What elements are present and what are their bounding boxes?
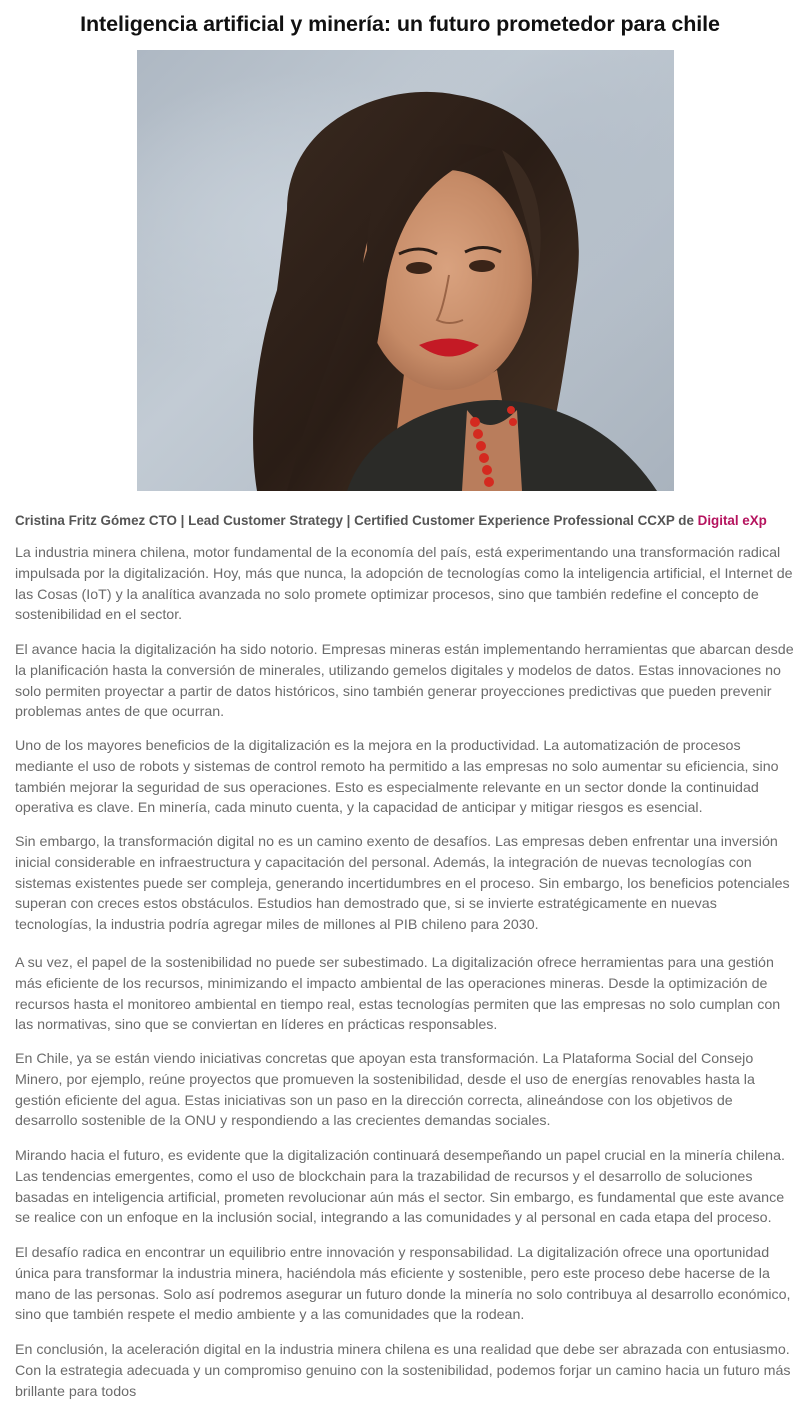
- paragraph-2: El avance hacia la digitalización ha sido notorio. Empresas mineras están implementando herramientas que abarcan desde la planificación hasta la conversión de minerales, utilizando gemelos digitales y modelos de datos. Estas innovaciones no solo permiten proyectar a partir de datos históricos, sino también generar proyecciones predictivas que pueden prevenir problemas antes de que ocurran.: [15, 642, 794, 721]
- author-byline: [15, 511, 790, 531]
- paragraph-7: Mirando hacia el futuro, es evidente que la digitalización continuará desempeñando un papel crucial en la minería chilena. Las tendencias emergentes, como el uso de blockchain para la trazabilidad de recursos y el desarrollo de soluciones basadas en inteligencia artificial, prometen revolucionar aún más el sector. Sin embargo, es fundamental que este avance se realice con un enfoque en la inclusión social, integrando a las comunidades y al personal en cada etapa del proceso.: [15, 1148, 785, 1227]
- paragraph-8: El desafío radica en encontrar un equilibrio entre innovación y responsabilidad. La digitalización ofrece una oportunidad única para transformar la industria minera, haciéndola más eficiente y sostenible, pero este proceso debe hacerse de la mano de las personas. Solo así podremos asegurar un futuro donde la minería no solo contribuya al desarrollo económico, sino que también respete el medio ambiente y a las comunidades que la rodean.: [15, 1245, 791, 1324]
- article-title: Inteligencia artificial y minería: un futuro prometedor para chile: [80, 12, 720, 36]
- paragraph-4: Sin embargo, la transformación digital no es un camino exento de desafíos. Las empresas deben enfrentar una inversión inicial considerable en infraestructura y capacitación del personal. Además, la integración de nuevas tecnologías con sistemas existentes puede ser compleja, generando incertidumbres en el proceso. Sin embargo, los beneficios potenciales superan con creces estos obstáculos. Estudios han demostrado que, si se invierte estratégicamente en nuevas tecnologías, la industria podría agregar miles de millones al PIB chileno para 2030.: [15, 834, 790, 934]
- paragraph-6: En Chile, ya se están viendo iniciativas concretas que apoyan esta transformación. La Plataforma Social del Consejo Minero, por ejemplo, reúne proyectos que promueven la sostenibilidad, desde el uso de energías renovables hasta la gestión eficiente del agua. Estas iniciativas son un paso en la dirección correcta, alineándose con los objetivos de desarrollo sostenible de la ONU y respondiendo a las crecientes demandas sociales.: [15, 1051, 755, 1130]
- paragraph-5: A su vez, el papel de la sostenibilidad no puede ser subestimado. La digitalización ofrece herramientas para una gestión más eficiente de los recursos, minimizando el impacto ambiental de las operaciones mineras. Desde la optimización de recursos hasta el monitoreo ambiental en tiempo real, estas tecnologías permiten que las empresas no solo cumplan con las normativas, sino que se conviertan en líderes en prácticas responsables.: [15, 955, 781, 1034]
- company-link[interactable]: Digital eXp: [697, 513, 767, 528]
- paragraph-9: En conclusión, la aceleración digital en la industria minera chilena es una realidad que debe ser abrazada con entusiasmo. Con la estrategia adecuada y un compromiso genuino con la sostenibilidad, podemos forjar un camino hacia un futuro más brillante para todos: [15, 1342, 791, 1400]
- author-portrait-illustration: [137, 50, 674, 491]
- byline-text: Cristina Fritz Gómez CTO | Lead Customer Strategy | Certified Customer Experience Professional CCXP de: [15, 513, 698, 528]
- paragraph-1: La industria minera chilena, motor fundamental de la economía del país, está experimentando una transformación radical impulsada por la digitalización. Hoy, más que nunca, la adopción de tecnologías como la inteligencia artificial, el Internet de las Cosas (IoT) y la analítica avanzada no solo promete optimizar procesos, sino que también redefine el concepto de sostenibilidad en el sector.: [15, 545, 793, 624]
- author-photo: [137, 50, 674, 491]
- paragraph-3: Uno de los mayores beneficios de la digitalización es la mejora en la productividad. La automatización de procesos mediante el uso de robots y sistemas de control remoto ha permitido a las empresas no solo aumentar su eficiencia, sino también mejorar la seguridad de sus operaciones. Esto es especialmente relevante en un sector donde la continuidad operativa es clave. En minería, cada minuto cuenta, y la capacidad de anticipar y mitigar riesgos es esencial.: [15, 738, 779, 817]
